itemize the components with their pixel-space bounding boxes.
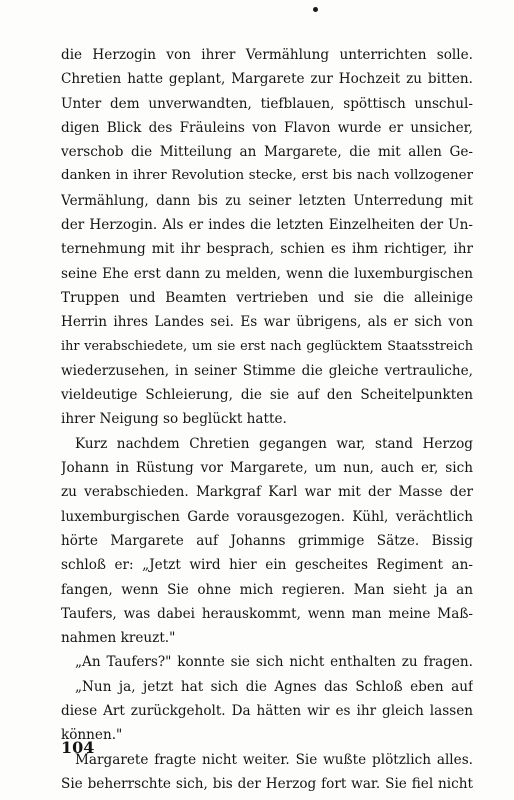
- text-line: Sie beherrschte sich, bis der Herzog fort war. Sie fiel nicht: [61, 775, 473, 792]
- text-line: die Herzogin von ihrer Vermählung unterrichten solle.: [61, 47, 473, 63]
- text-line: Taufers, was dabei herauskommt, wenn man meine Maß-: [61, 605, 473, 622]
- text-line-paragraph-end: können.": [61, 727, 123, 744]
- text-line: seine Ehe erst dann zu melden, wenn die luxemburgischen: [61, 265, 473, 282]
- text-line: hörte Margarete auf Johanns grimmige Sätze. Bissig: [61, 532, 473, 549]
- page-number: 104: [61, 738, 95, 757]
- text-line: fangen, wenn Sie ohne mich regieren. Man sieht ja an: [61, 581, 473, 598]
- page-mark-dot: [313, 7, 318, 12]
- text-line: Vermählung, dann bis zu seiner letzten Unterredung mit: [61, 192, 473, 209]
- text-line-paragraph-start: Kurz nachdem Chretien gegangen war, stand Herzog: [75, 435, 473, 452]
- text-line: luxemburgischen Garde vorausgezogen. Kühl, verächtlich: [61, 508, 473, 525]
- text-line: Herrin ihres Landes sei. Es war übrigens, als er sich von: [61, 314, 473, 331]
- text-line-paragraph-start: „An Taufers?" konnte sie sich nicht enthalten zu fragen.: [75, 654, 473, 671]
- text-line: vieldeutige Schleierung, die sie auf den Scheitelpunkten: [61, 387, 473, 404]
- text-line: Chretien hatte geplant, Margarete zur Hochzeit zu bitten.: [61, 71, 473, 88]
- text-line: Unter dem unverwandten, tiefblauen, spöttisch unschul-: [61, 95, 473, 112]
- text-line-paragraph-end: ihrer Neigung so beglückt hatte.: [61, 411, 287, 428]
- text-line: wiederzusehen, in seiner Stimme die gleiche vertrauliche,: [61, 362, 473, 379]
- text-line: Truppen und Beamten vertrieben und sie die alleinige: [61, 289, 473, 306]
- text-line: diese Art zurückgeholt. Da hätten wir es ihr gleich lassen: [61, 703, 473, 720]
- text-line: ihr verabschiedete, um sie erst nach geglücktem Staatsstreich: [61, 338, 473, 354]
- text-line: danken in ihrer Revolution stecke, erst bis nach vollzogener: [61, 168, 473, 184]
- text-line: der Herzogin. Als er indes die letzten Einzelheiten der Un-: [61, 217, 473, 234]
- text-line: zu verabschieden. Markgraf Karl war mit der Masse der: [61, 484, 473, 501]
- text-line: ternehmung mit ihr besprach, schien es ihm richtiger, ihr: [61, 241, 473, 258]
- body-text: [61, 43, 473, 796]
- text-line: verschob die Mitteilung an Margarete, die mit allen Ge-: [61, 144, 473, 161]
- text-line: Johann in Rüstung vor Margarete, um nun, auch er, sich: [61, 460, 473, 477]
- text-line-paragraph-start: Margarete fragte nicht weiter. Sie wußte plötzlich alles.: [75, 751, 473, 768]
- text-line-paragraph-start: „Nun ja, jetzt hat sich die Agnes das Schloß eben auf: [75, 678, 473, 695]
- text-line: digen Blick des Fräuleins von Flavon wurde er unsicher,: [61, 119, 473, 136]
- text-line: schloß er: „Jetzt wird hier ein gescheites Regiment an-: [61, 557, 473, 574]
- text-line-paragraph-end: nahmen kreuzt.": [61, 630, 176, 647]
